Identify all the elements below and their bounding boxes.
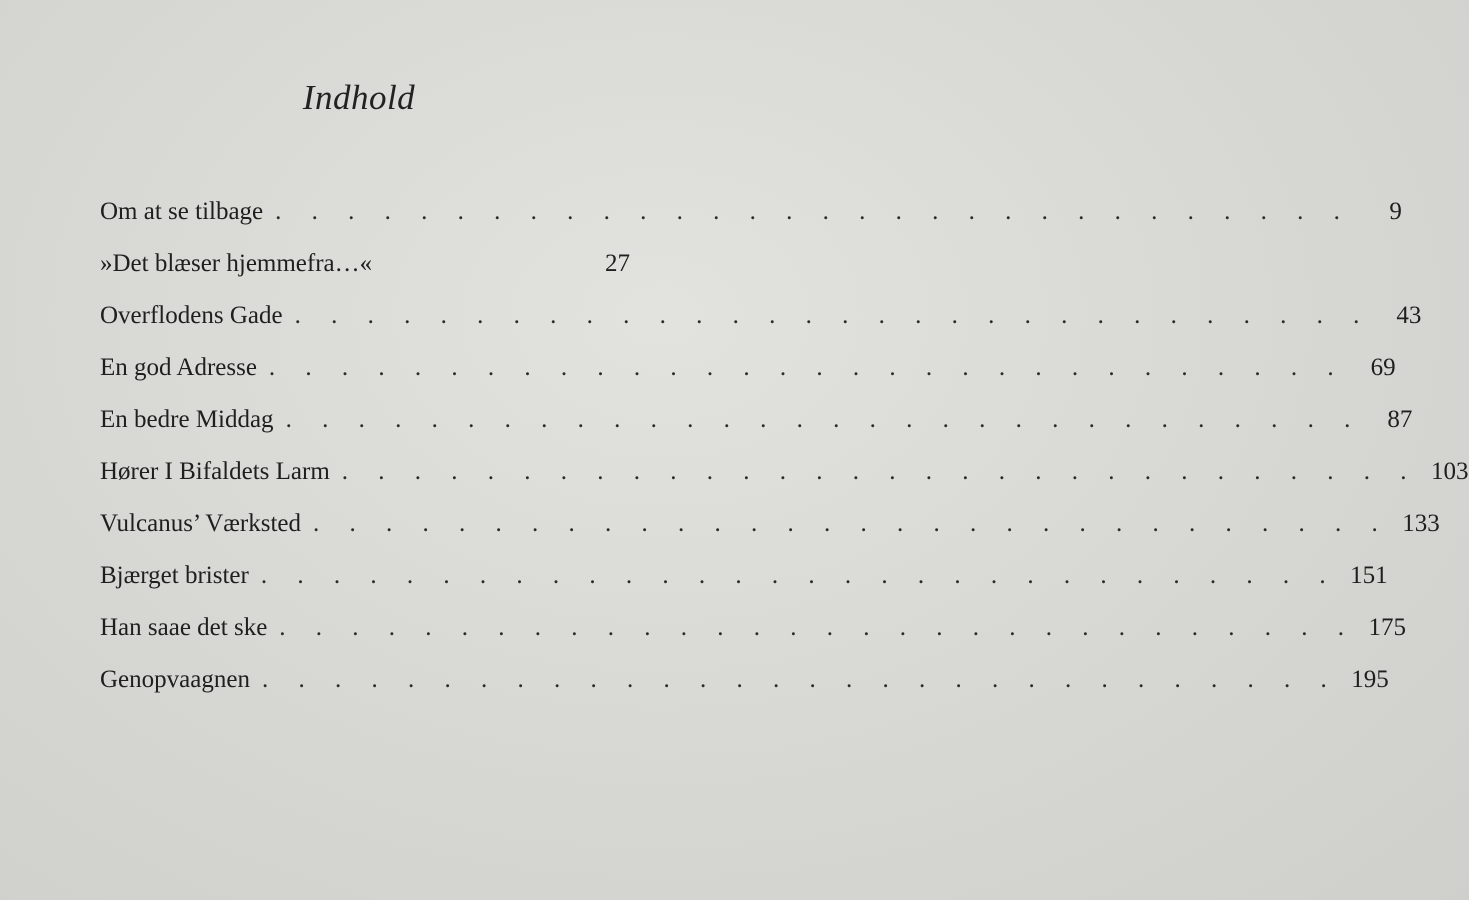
dot-leader: . . . . . . . . . . . . . . . . . . . . . . . . . . . . . . (313, 510, 1390, 537)
toc-entry-title: Om at se tilbage (100, 198, 264, 225)
toc-entry-title: Overflodens Gade (100, 302, 283, 329)
toc-entry-page-number: 43 (1396, 302, 1422, 329)
toc-entry-page-number: 27 (605, 250, 630, 277)
table-of-contents (100, 198, 1469, 718)
toc-entry (100, 614, 1407, 666)
toc-entry-title: En bedre Middag (100, 406, 274, 433)
toc-entry-page-number: 133 (1402, 510, 1440, 537)
dot-leader: . . . . . . . . . . . . . . . . . . . . . . . . . . . . . . (275, 198, 1352, 225)
toc-entry (100, 198, 1402, 250)
toc-entry-title: »Det blæser hjemmefra…« (100, 250, 373, 277)
toc-entry-page-number: 103 (1431, 458, 1469, 485)
toc-entry-page-number: 195 (1351, 666, 1389, 693)
toc-entry-title: Bjærget brister (100, 562, 249, 589)
toc-entry-page-number: 151 (1350, 562, 1388, 589)
dot-leader: . . . . . . . . . . . . . . . . . . . . . . . . . . . . . . (268, 354, 1346, 381)
toc-entry (100, 562, 1388, 614)
dot-leader: . . . . . . . . . . . . . . . . . . . . . . . . . . . . . . (341, 458, 1419, 485)
dot-leader: . . . . . . . . . . . . . . . . . . . . . . . . . . . . . . (279, 614, 1357, 641)
toc-entry (100, 458, 1469, 510)
dot-leader: . . . . . . . . . . . . . . . . . . . . . . . . . . . . . . (294, 302, 1372, 329)
toc-entry-title: Vulcanus’ Værksted (100, 510, 302, 537)
page-title: Indhold (302, 78, 416, 117)
toc-entry-page-number: 87 (1387, 406, 1413, 433)
toc-entry-title: En god Adresse (100, 354, 257, 381)
toc-entry (100, 250, 630, 302)
toc-entry-title: Genopvaagnen (100, 666, 250, 693)
toc-entry (100, 666, 1389, 718)
toc-entry-title: Han saae det ske (100, 614, 268, 641)
dot-leader: . . . . . . . . . . . . . . . . . . . . . . . . . . . . . . (261, 666, 1339, 693)
toc-entry (100, 406, 1413, 458)
dot-leader: . . . . . . . . . . . . . . . . . . . . . . . . . . . . . . (285, 406, 1363, 433)
toc-entry-page-number: 9 (1389, 198, 1402, 225)
toc-entry-title: Hører I Bifaldets Larm (100, 458, 330, 485)
toc-entry (100, 510, 1440, 562)
toc-entry-page-number: 175 (1368, 614, 1407, 641)
toc-entry (100, 354, 1396, 406)
toc-entry-page-number: 69 (1370, 354, 1396, 381)
toc-entry (100, 302, 1422, 354)
dot-leader: . . . . . . . . . . . . . . . . . . . . . . . . . . . . . . (260, 562, 1338, 589)
